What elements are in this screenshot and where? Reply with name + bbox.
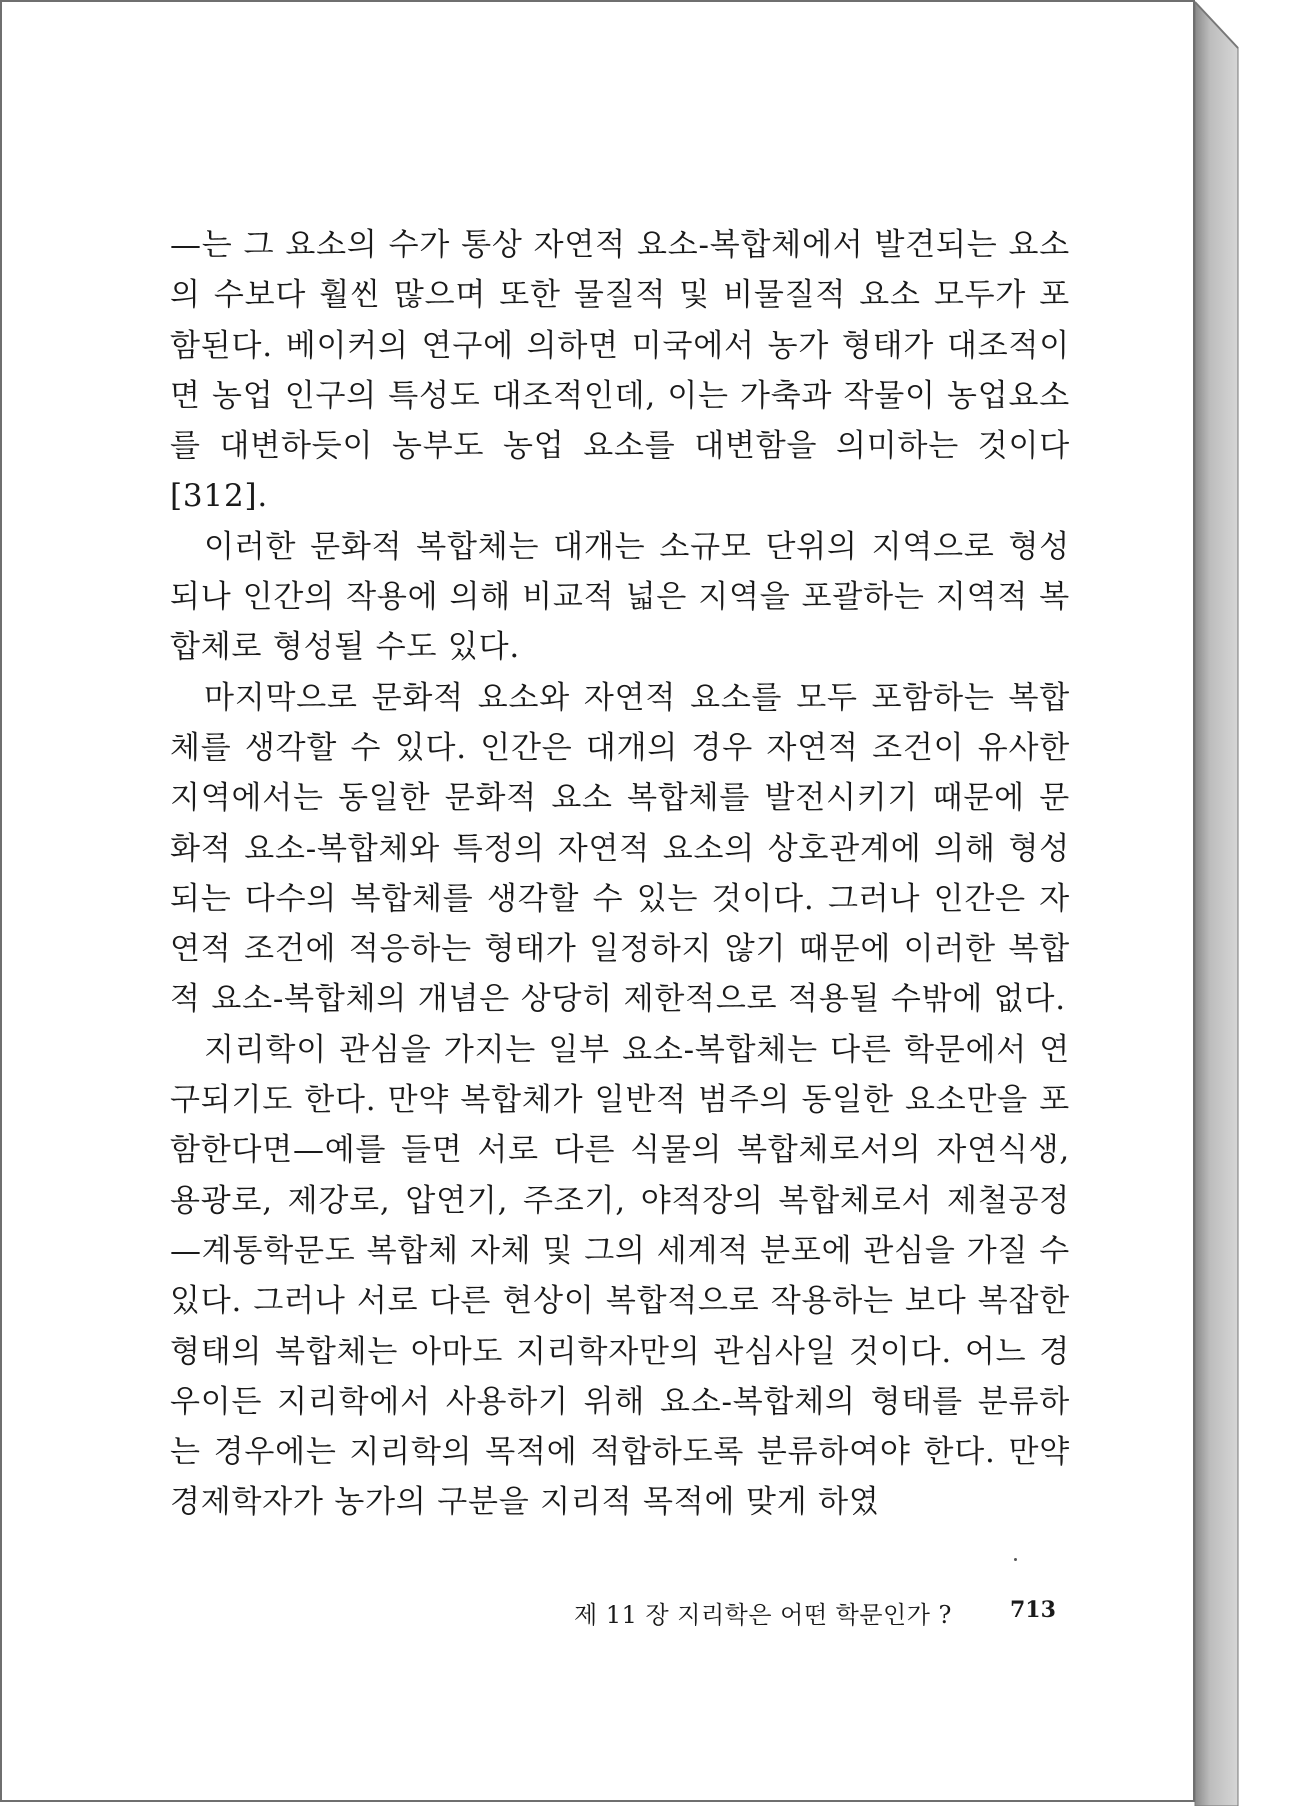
paragraph-2: 이러한 문화적 복합체는 대개는 소규모 단위의 지역으로 형성되나 인간의 작용에 의해 비교적 넓은 지역을 포괄하는 지역적 복합체로 형성될 수도 있다.	[170, 528, 1070, 666]
print-speck	[1014, 1558, 1017, 1561]
page-number: 713	[1010, 1597, 1056, 1623]
paragraph-1: —는 그 요소의 수가 통상 자연적 요소-복합체에서 발견되는 요소의 수보다 훨씬 많으며 또한 물질적 및 비물질적 요소 모두가 포함된다. 베이커의 연구에 의하면 미국에서 농가 형태가 대조적이면 농업 인구의 특성도 대조적인데, 이는 가축과 작물이 농업요소를 대변하듯이 농부도 농업 요소를 대변함을 의미하는 것이다[312].	[170, 227, 1070, 515]
paragraph-3: 마지막으로 문화적 요소와 자연적 요소를 모두 포함하는 복합체를 생각할 수 있다. 인간은 대개의 경우 자연적 조건이 유사한 지역에서는 동일한 문화적 요소 복합체를 발전시키기 때문에 문화적 요소-복합체와 특정의 자연적 요소의 상호관계에 의해 형성되는 다수의 복합체를 생각할 수 있는 것이다. 그러나 인간은 자연적 조건에 적응하는 형태가 일정하지 않기 때문에 이러한 복합적 요소-복합체의 개념은 상당히 제한적으로 적용될 수밖에 없다.	[170, 679, 1070, 1018]
running-footer-chapter: 제 11 장 지리학은 어떤 학문인가 ?	[574, 1601, 952, 1629]
body-text	[170, 220, 1070, 1528]
paragraph-4: 지리학이 관심을 가지는 일부 요소-복합체는 다른 학문에서 연구되기도 한다. 만약 복합체가 일반적 범주의 동일한 요소만을 포함한다면—예를 들면 서로 다른 식물의 복합체로서의 자연식생, 용광로, 제강로, 압연기, 주조기, 야적장의 복합체로서 제철공정—계통학문도 복합체 자체 및 그의 세계적 분포에 관심을 가질 수 있다. 그러나 서로 다른 현상이 복합적으로 작용하는 보다 복잡한 형태의 복합체는 아마도 지리학자만의 관심사일 것이다. 어느 경우이든 지리학에서 사용하기 위해 요소-복합체의 형태를 분류하는 경우에는 지리학의 목적에 적합하도록 분류하여야 한다. 만약 경제학자가 농가의 구분을 지리적 목적에 맞게 하였	[170, 1031, 1070, 1521]
page-footer	[562, 1595, 1082, 1635]
